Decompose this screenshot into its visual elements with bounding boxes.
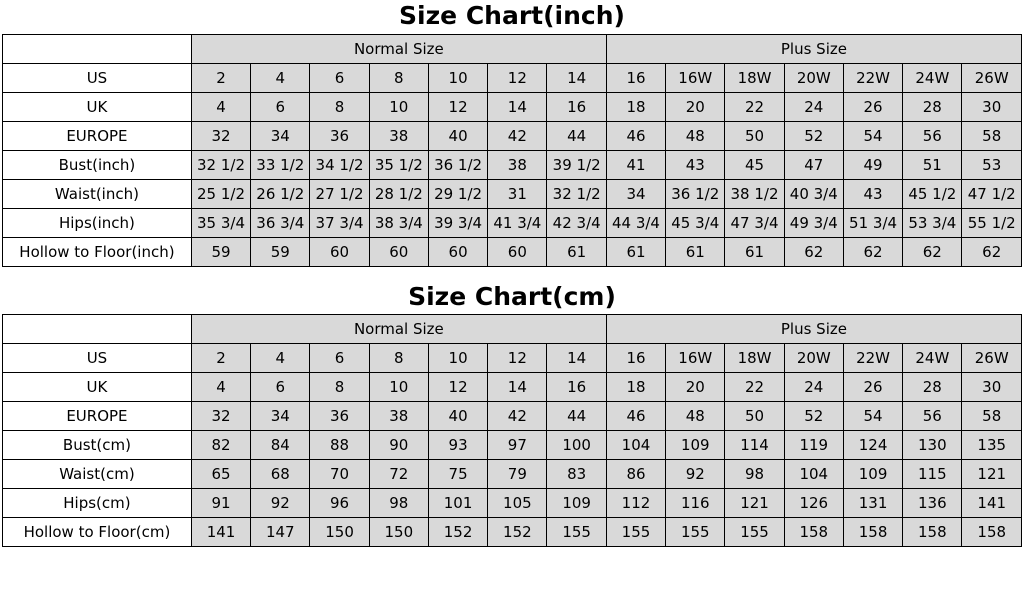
table-cell: 12 bbox=[488, 63, 547, 92]
group-header-plus-size: Plus Size bbox=[606, 315, 1021, 344]
table-cell: 53 3/4 bbox=[903, 208, 962, 237]
group-header-normal-size: Normal Size bbox=[191, 315, 606, 344]
table-cell: 36 3/4 bbox=[251, 208, 310, 237]
table-row bbox=[3, 179, 1022, 208]
table-cell: 26 bbox=[843, 373, 902, 402]
table-cell: 40 bbox=[428, 402, 487, 431]
table-cell: 121 bbox=[962, 460, 1022, 489]
table-cell: 26 1/2 bbox=[251, 179, 310, 208]
table-cell: 68 bbox=[251, 460, 310, 489]
table-row bbox=[3, 518, 1022, 547]
table-cell: 49 bbox=[843, 150, 902, 179]
table-cell: 18 bbox=[606, 373, 665, 402]
table-cell: 116 bbox=[666, 489, 725, 518]
table-cell: 22 bbox=[725, 373, 784, 402]
table-cell: 51 bbox=[903, 150, 962, 179]
table-cell: 6 bbox=[251, 373, 310, 402]
table-cell: 158 bbox=[962, 518, 1022, 547]
table-cell: 36 1/2 bbox=[666, 179, 725, 208]
table-cell: 82 bbox=[191, 431, 250, 460]
table-cell: 14 bbox=[547, 63, 606, 92]
table-cell: 8 bbox=[310, 373, 369, 402]
table-cell: 41 3/4 bbox=[488, 208, 547, 237]
table-cell: 59 bbox=[251, 237, 310, 266]
row-label: US bbox=[3, 63, 192, 92]
table-row bbox=[3, 150, 1022, 179]
table-cell: 61 bbox=[547, 237, 606, 266]
size-chart-block bbox=[0, 281, 1024, 548]
table-cell: 54 bbox=[843, 402, 902, 431]
table-cell: 22W bbox=[843, 344, 902, 373]
table-cell: 72 bbox=[369, 460, 428, 489]
table-cell: 79 bbox=[488, 460, 547, 489]
table-row bbox=[3, 460, 1022, 489]
table-cell: 98 bbox=[369, 489, 428, 518]
table-cell: 10 bbox=[369, 373, 428, 402]
table-cell: 100 bbox=[547, 431, 606, 460]
table-cell: 38 bbox=[369, 402, 428, 431]
table-cell: 34 bbox=[251, 121, 310, 150]
table-cell: 42 3/4 bbox=[547, 208, 606, 237]
table-cell: 152 bbox=[428, 518, 487, 547]
table-row bbox=[3, 92, 1022, 121]
table-cell: 147 bbox=[251, 518, 310, 547]
table-cell: 20W bbox=[784, 63, 843, 92]
table-cell: 31 bbox=[488, 179, 547, 208]
table-cell: 22 bbox=[725, 92, 784, 121]
size-table bbox=[2, 314, 1022, 547]
table-cell: 34 bbox=[606, 179, 665, 208]
table-cell: 97 bbox=[488, 431, 547, 460]
table-cell: 109 bbox=[843, 460, 902, 489]
table-cell: 32 bbox=[191, 121, 250, 150]
table-cell: 12 bbox=[428, 92, 487, 121]
row-label: UK bbox=[3, 92, 192, 121]
table-cell: 29 1/2 bbox=[428, 179, 487, 208]
row-label: Hips(inch) bbox=[3, 208, 192, 237]
table-cell: 26 bbox=[843, 92, 902, 121]
table-cell: 16 bbox=[547, 373, 606, 402]
table-row bbox=[3, 315, 1022, 344]
table-row bbox=[3, 402, 1022, 431]
table-cell: 27 1/2 bbox=[310, 179, 369, 208]
table-cell: 58 bbox=[962, 402, 1022, 431]
table-cell: 48 bbox=[666, 121, 725, 150]
table-cell: 45 1/2 bbox=[903, 179, 962, 208]
table-cell: 45 bbox=[725, 150, 784, 179]
table-cell: 20 bbox=[666, 92, 725, 121]
table-cell: 36 1/2 bbox=[428, 150, 487, 179]
table-cell: 124 bbox=[843, 431, 902, 460]
table-cell: 51 3/4 bbox=[843, 208, 902, 237]
table-cell: 84 bbox=[251, 431, 310, 460]
table-cell: 56 bbox=[903, 121, 962, 150]
table-cell: 32 1/2 bbox=[547, 179, 606, 208]
table-cell: 25 1/2 bbox=[191, 179, 250, 208]
row-label: Waist(cm) bbox=[3, 460, 192, 489]
table-cell: 155 bbox=[666, 518, 725, 547]
table-cell: 4 bbox=[251, 344, 310, 373]
table-cell: 14 bbox=[488, 92, 547, 121]
table-cell: 54 bbox=[843, 121, 902, 150]
table-cell: 38 1/2 bbox=[725, 179, 784, 208]
table-cell: 59 bbox=[191, 237, 250, 266]
table-cell: 60 bbox=[428, 237, 487, 266]
table-cell: 24 bbox=[784, 92, 843, 121]
table-cell: 55 1/2 bbox=[962, 208, 1022, 237]
section-spacer bbox=[0, 267, 1024, 281]
table-cell: 6 bbox=[310, 344, 369, 373]
table-cell: 38 bbox=[369, 121, 428, 150]
size-chart-block bbox=[0, 0, 1024, 267]
table-cell: 92 bbox=[251, 489, 310, 518]
table-cell: 48 bbox=[666, 402, 725, 431]
table-cell: 8 bbox=[369, 344, 428, 373]
row-label: Bust(inch) bbox=[3, 150, 192, 179]
table-cell: 56 bbox=[903, 402, 962, 431]
table-cell: 20W bbox=[784, 344, 843, 373]
table-row bbox=[3, 208, 1022, 237]
table-cell: 109 bbox=[547, 489, 606, 518]
table-cell: 39 3/4 bbox=[428, 208, 487, 237]
table-cell: 2 bbox=[191, 63, 250, 92]
table-cell: 33 1/2 bbox=[251, 150, 310, 179]
corner-blank-cell bbox=[3, 34, 192, 63]
group-header-plus-size: Plus Size bbox=[606, 34, 1021, 63]
table-cell: 58 bbox=[962, 121, 1022, 150]
table-cell: 92 bbox=[666, 460, 725, 489]
size-table bbox=[2, 34, 1022, 267]
table-cell: 52 bbox=[784, 121, 843, 150]
corner-blank-cell bbox=[3, 315, 192, 344]
table-cell: 16 bbox=[606, 344, 665, 373]
table-cell: 131 bbox=[843, 489, 902, 518]
table-cell: 121 bbox=[725, 489, 784, 518]
table-cell: 119 bbox=[784, 431, 843, 460]
table-cell: 6 bbox=[310, 63, 369, 92]
table-cell: 60 bbox=[310, 237, 369, 266]
table-cell: 60 bbox=[369, 237, 428, 266]
table-cell: 60 bbox=[488, 237, 547, 266]
table-cell: 141 bbox=[962, 489, 1022, 518]
table-cell: 4 bbox=[191, 373, 250, 402]
table-cell: 47 3/4 bbox=[725, 208, 784, 237]
table-cell: 6 bbox=[251, 92, 310, 121]
table-cell: 14 bbox=[547, 344, 606, 373]
table-cell: 98 bbox=[725, 460, 784, 489]
table-cell: 36 bbox=[310, 121, 369, 150]
table-cell: 65 bbox=[191, 460, 250, 489]
table-cell: 75 bbox=[428, 460, 487, 489]
table-cell: 10 bbox=[428, 63, 487, 92]
table-cell: 44 bbox=[547, 121, 606, 150]
table-cell: 30 bbox=[962, 92, 1022, 121]
table-cell: 28 bbox=[903, 373, 962, 402]
table-cell: 30 bbox=[962, 373, 1022, 402]
table-cell: 4 bbox=[251, 63, 310, 92]
table-cell: 12 bbox=[428, 373, 487, 402]
table-cell: 88 bbox=[310, 431, 369, 460]
table-cell: 10 bbox=[369, 92, 428, 121]
table-cell: 62 bbox=[843, 237, 902, 266]
table-cell: 93 bbox=[428, 431, 487, 460]
table-cell: 104 bbox=[784, 460, 843, 489]
table-cell: 91 bbox=[191, 489, 250, 518]
table-cell: 52 bbox=[784, 402, 843, 431]
table-row bbox=[3, 121, 1022, 150]
table-cell: 24 bbox=[784, 373, 843, 402]
table-cell: 96 bbox=[310, 489, 369, 518]
table-cell: 62 bbox=[962, 237, 1022, 266]
table-cell: 62 bbox=[903, 237, 962, 266]
table-cell: 155 bbox=[547, 518, 606, 547]
table-cell: 10 bbox=[428, 344, 487, 373]
table-cell: 46 bbox=[606, 402, 665, 431]
table-cell: 86 bbox=[606, 460, 665, 489]
table-row bbox=[3, 34, 1022, 63]
table-cell: 12 bbox=[488, 344, 547, 373]
table-cell: 53 bbox=[962, 150, 1022, 179]
table-cell: 61 bbox=[606, 237, 665, 266]
row-label: Hollow to Floor(inch) bbox=[3, 237, 192, 266]
chart-title: Size Chart(cm) bbox=[408, 281, 616, 311]
table-cell: 61 bbox=[666, 237, 725, 266]
table-cell: 105 bbox=[488, 489, 547, 518]
table-cell: 126 bbox=[784, 489, 843, 518]
table-cell: 35 1/2 bbox=[369, 150, 428, 179]
table-cell: 44 bbox=[547, 402, 606, 431]
table-cell: 16W bbox=[666, 344, 725, 373]
table-cell: 114 bbox=[725, 431, 784, 460]
row-label: UK bbox=[3, 373, 192, 402]
table-cell: 18W bbox=[725, 344, 784, 373]
table-cell: 34 bbox=[251, 402, 310, 431]
table-cell: 45 3/4 bbox=[666, 208, 725, 237]
table-row bbox=[3, 63, 1022, 92]
table-cell: 16 bbox=[606, 63, 665, 92]
table-cell: 130 bbox=[903, 431, 962, 460]
table-cell: 32 1/2 bbox=[191, 150, 250, 179]
table-cell: 24W bbox=[903, 344, 962, 373]
table-cell: 83 bbox=[547, 460, 606, 489]
table-cell: 155 bbox=[606, 518, 665, 547]
table-cell: 115 bbox=[903, 460, 962, 489]
table-cell: 18W bbox=[725, 63, 784, 92]
table-cell: 104 bbox=[606, 431, 665, 460]
table-cell: 44 3/4 bbox=[606, 208, 665, 237]
table-cell: 22W bbox=[843, 63, 902, 92]
table-cell: 26W bbox=[962, 344, 1022, 373]
table-cell: 28 1/2 bbox=[369, 179, 428, 208]
table-cell: 158 bbox=[784, 518, 843, 547]
table-cell: 46 bbox=[606, 121, 665, 150]
table-cell: 38 3/4 bbox=[369, 208, 428, 237]
table-cell: 35 3/4 bbox=[191, 208, 250, 237]
table-cell: 101 bbox=[428, 489, 487, 518]
row-label: Waist(inch) bbox=[3, 179, 192, 208]
table-cell: 40 bbox=[428, 121, 487, 150]
table-cell: 150 bbox=[369, 518, 428, 547]
table-row bbox=[3, 489, 1022, 518]
table-cell: 8 bbox=[310, 92, 369, 121]
table-cell: 36 bbox=[310, 402, 369, 431]
table-cell: 40 3/4 bbox=[784, 179, 843, 208]
table-cell: 20 bbox=[666, 373, 725, 402]
table-cell: 155 bbox=[725, 518, 784, 547]
table-row bbox=[3, 373, 1022, 402]
table-cell: 109 bbox=[666, 431, 725, 460]
table-cell: 41 bbox=[606, 150, 665, 179]
table-cell: 42 bbox=[488, 402, 547, 431]
table-cell: 135 bbox=[962, 431, 1022, 460]
table-cell: 50 bbox=[725, 402, 784, 431]
table-cell: 37 3/4 bbox=[310, 208, 369, 237]
table-cell: 34 1/2 bbox=[310, 150, 369, 179]
table-cell: 61 bbox=[725, 237, 784, 266]
table-cell: 39 1/2 bbox=[547, 150, 606, 179]
table-cell: 18 bbox=[606, 92, 665, 121]
table-cell: 158 bbox=[843, 518, 902, 547]
table-cell: 2 bbox=[191, 344, 250, 373]
chart-title: Size Chart(inch) bbox=[399, 1, 625, 30]
row-label: Hips(cm) bbox=[3, 489, 192, 518]
table-cell: 47 bbox=[784, 150, 843, 179]
table-cell: 8 bbox=[369, 63, 428, 92]
table-cell: 28 bbox=[903, 92, 962, 121]
table-cell: 150 bbox=[310, 518, 369, 547]
row-label: Bust(cm) bbox=[3, 431, 192, 460]
table-cell: 42 bbox=[488, 121, 547, 150]
table-cell: 90 bbox=[369, 431, 428, 460]
table-row bbox=[3, 237, 1022, 266]
group-header-normal-size: Normal Size bbox=[191, 34, 606, 63]
row-label: EUROPE bbox=[3, 121, 192, 150]
table-cell: 16 bbox=[547, 92, 606, 121]
table-cell: 62 bbox=[784, 237, 843, 266]
row-label: US bbox=[3, 344, 192, 373]
table-cell: 112 bbox=[606, 489, 665, 518]
table-cell: 70 bbox=[310, 460, 369, 489]
table-cell: 47 1/2 bbox=[962, 179, 1022, 208]
row-label: EUROPE bbox=[3, 402, 192, 431]
table-cell: 4 bbox=[191, 92, 250, 121]
table-row bbox=[3, 344, 1022, 373]
table-cell: 43 bbox=[843, 179, 902, 208]
table-cell: 24W bbox=[903, 63, 962, 92]
table-cell: 158 bbox=[903, 518, 962, 547]
table-cell: 136 bbox=[903, 489, 962, 518]
table-cell: 26W bbox=[962, 63, 1022, 92]
table-cell: 16W bbox=[666, 63, 725, 92]
table-row bbox=[3, 431, 1022, 460]
table-cell: 49 3/4 bbox=[784, 208, 843, 237]
row-label: Hollow to Floor(cm) bbox=[3, 518, 192, 547]
table-cell: 141 bbox=[191, 518, 250, 547]
table-cell: 38 bbox=[488, 150, 547, 179]
table-cell: 50 bbox=[725, 121, 784, 150]
table-cell: 14 bbox=[488, 373, 547, 402]
table-cell: 43 bbox=[666, 150, 725, 179]
table-cell: 32 bbox=[191, 402, 250, 431]
table-cell: 152 bbox=[488, 518, 547, 547]
